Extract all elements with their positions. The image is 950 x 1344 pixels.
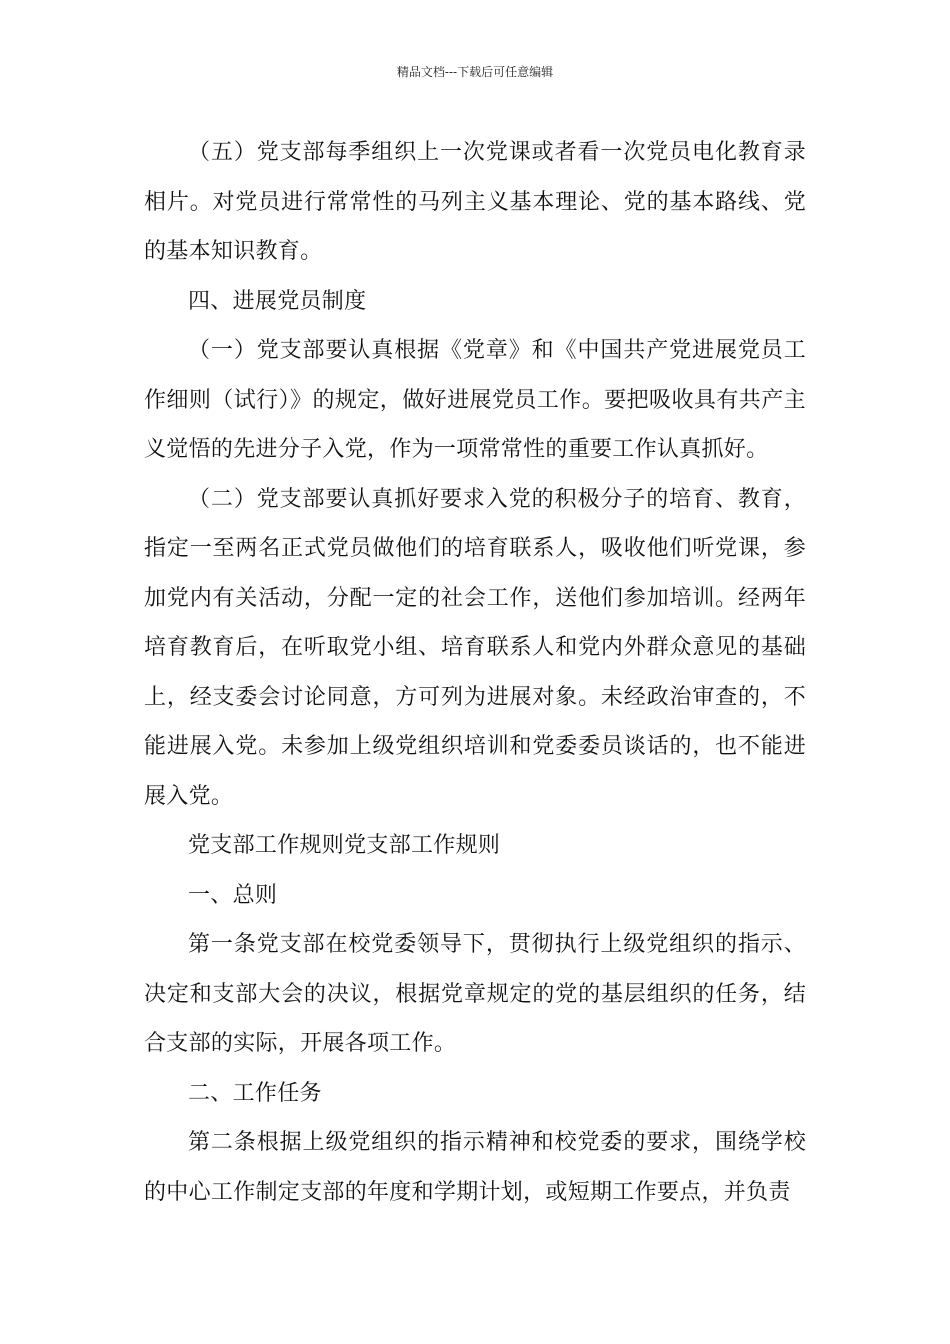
paragraph-item-1-development: （一）党支部要认真根据《党章》和《中国共产党进展党员工作细则（试行）》的规定，做好进展党员工作。要把吸收具有共产主义觉悟的先进分子入党，作为一项常常性的重要工作认真抓好。 (144, 338, 806, 462)
paragraph-item-2-training: （二）党支部要认真抓好要求入党的积极分子的培育、教育，指定一至两名正式党员做他们的培育联系人，吸收他们听党课，参加党内有关活动，分配一定的社会工作，送他们参加培训。经两年培育教育后，在听取党小组、培育联系人和党内外群众意见的基础上，经支委会讨论同意，方可列为进展对象。未经政治审查的，不能进展入党。未参加上级党组织培训和党委委员谈话的，也不能进展入党。 (144, 486, 806, 809)
section-heading-general-principles: 一、总则 (188, 882, 278, 908)
article-2-paragraph: 第二条根据上级党组织的指示精神和校党委的要求，围绕学校的中心工作制定支部的年度和学期计划，或短期工作要点，并负责 (144, 1130, 806, 1205)
article-1-paragraph: 第一条党支部在校党委领导下，贯彻执行上级党组织的指示、决定和支部大会的决议，根据党章规定的党的基层组织的任务，结合支部的实际，开展各项工作。 (144, 932, 806, 1056)
section-heading-member-development: 四、进展党员制度 (188, 288, 367, 314)
page-header: 精品文档---下载后可任意编辑 (396, 65, 554, 79)
section-heading-work-tasks: 二、工作任务 (188, 1080, 322, 1106)
document-body (144, 128, 806, 1217)
paragraph-item-5-education: （五）党支部每季组织上一次党课或者看一次党员电化教育录相片。对党员进行常常性的马列主义基本理论、党的基本路线、党的基本知识教育。 (144, 140, 806, 264)
document-subtitle: 党支部工作规则党支部工作规则 (188, 833, 501, 858)
